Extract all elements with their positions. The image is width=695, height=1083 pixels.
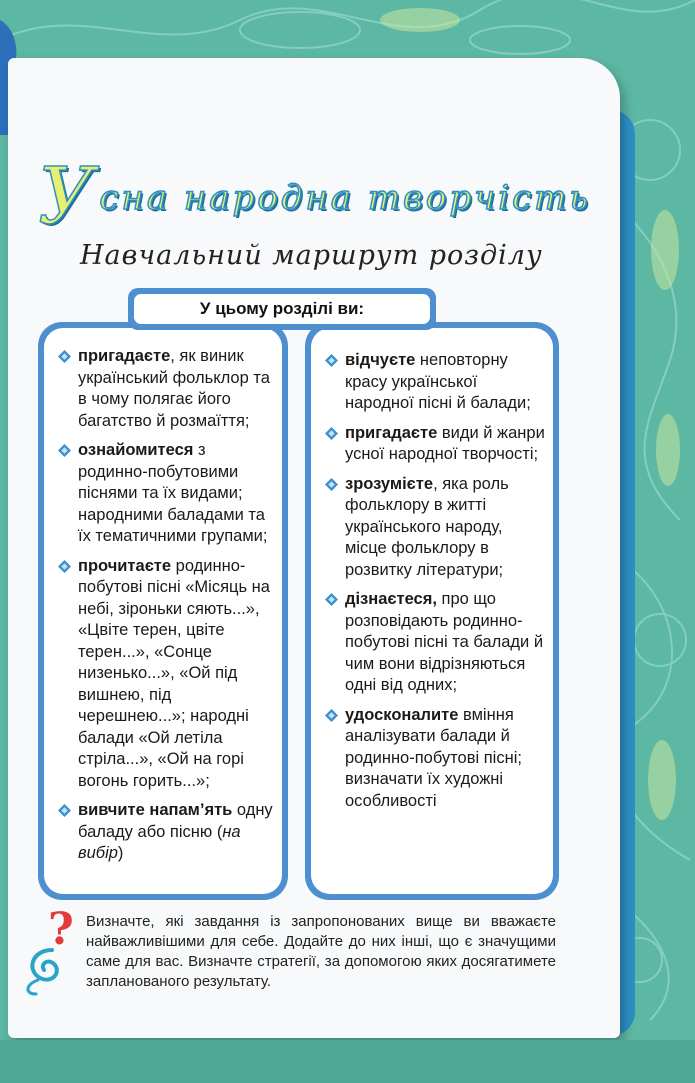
goal-italic: на вибір [78, 822, 241, 862]
diamond-bullet-icon [58, 804, 71, 817]
goal-item [56, 346, 274, 432]
section-goals-header [128, 288, 436, 330]
goal-item [56, 556, 274, 793]
section-subtitle: Навчальний маршрут розділу [80, 240, 543, 271]
goal-text: , яка роль фольклору в житті українського народу, місце фольклору в розвитку літератури; [345, 474, 509, 579]
goal-text: з родинно-побутовими піснями та їх видами; народними баладами та їх тематичними групами; [78, 441, 268, 545]
goal-keyword: удосконалите [345, 705, 459, 724]
goal-keyword: відчуєте [345, 351, 416, 369]
goal-keyword: прочитаєте [78, 556, 172, 575]
title-initial: У [38, 152, 98, 242]
goal-text: вміння аналізувати балади й родинно-побутові пісні; визначати їх художні особливості [345, 705, 522, 810]
goals-column-right [305, 322, 559, 900]
goal-keyword: зрозумієте [345, 474, 434, 493]
diamond-bullet-icon [325, 354, 338, 367]
goal-text: неповторну красу української народної пісні й балади; [345, 351, 531, 412]
goal-item [56, 800, 274, 865]
goal-text: , як виник український фольклор та в чому полягає його багатство й розмаїття; [78, 347, 270, 430]
goal-tail: ) [117, 844, 124, 862]
goal-text: родинно-побутові пісні «Місяць на небі, зіроньки сяють...», «Цвіте терен, цвіте терен...», «Сонце низенько...», «Ой під вишнею, під черешнею...»; народні балади «Ой летіла стріла...», «Ой на горі вогонь горить...»; [78, 556, 270, 790]
section-title [38, 138, 598, 242]
goal-keyword: ознайомитеся [78, 441, 194, 459]
goal-keyword: дізнаєтеся, [345, 590, 437, 608]
diamond-bullet-icon [325, 593, 338, 606]
goal-item [323, 423, 545, 466]
title-rest: сна народна творчість [99, 178, 591, 218]
goal-item [323, 474, 545, 582]
diamond-bullet-icon [58, 350, 71, 363]
goal-item [323, 589, 545, 697]
task-text: Визначте, які завдання із запропонованих вище ви вважаєте найважливішими для себе. Додайте до них інші, що є значущими саме для вас. Визначте стратегії, за допомогою яких досягатимете запланованого результату. [86, 913, 556, 990]
goal-item [56, 440, 274, 548]
diamond-bullet-icon [58, 560, 71, 573]
goal-keyword: пригадаєте [78, 347, 171, 365]
goal-text: види й жанри усної народної творчості; [345, 423, 545, 463]
goals-column-left [38, 322, 288, 900]
diamond-bullet-icon [325, 427, 338, 440]
diamond-bullet-icon [325, 709, 338, 722]
goal-keyword: вивчите напам’ять [78, 801, 233, 819]
svg-text:?: ? [48, 906, 74, 955]
goal-item [323, 350, 545, 415]
diamond-bullet-icon [58, 444, 71, 457]
goal-text: одну баладу або пісню ( [78, 801, 273, 841]
goal-text: про що розповідають родинно-побутові пісні та балади й чим вони відрізняються одні від одних; [345, 590, 544, 694]
bottom-ornament-strip [0, 1040, 695, 1083]
goal-item [323, 705, 545, 813]
goal-keyword: пригадаєте [345, 423, 438, 442]
diamond-bullet-icon [325, 478, 338, 491]
header-label: У цьому розділі ви: [134, 294, 430, 324]
question-mark-icon [18, 906, 82, 996]
